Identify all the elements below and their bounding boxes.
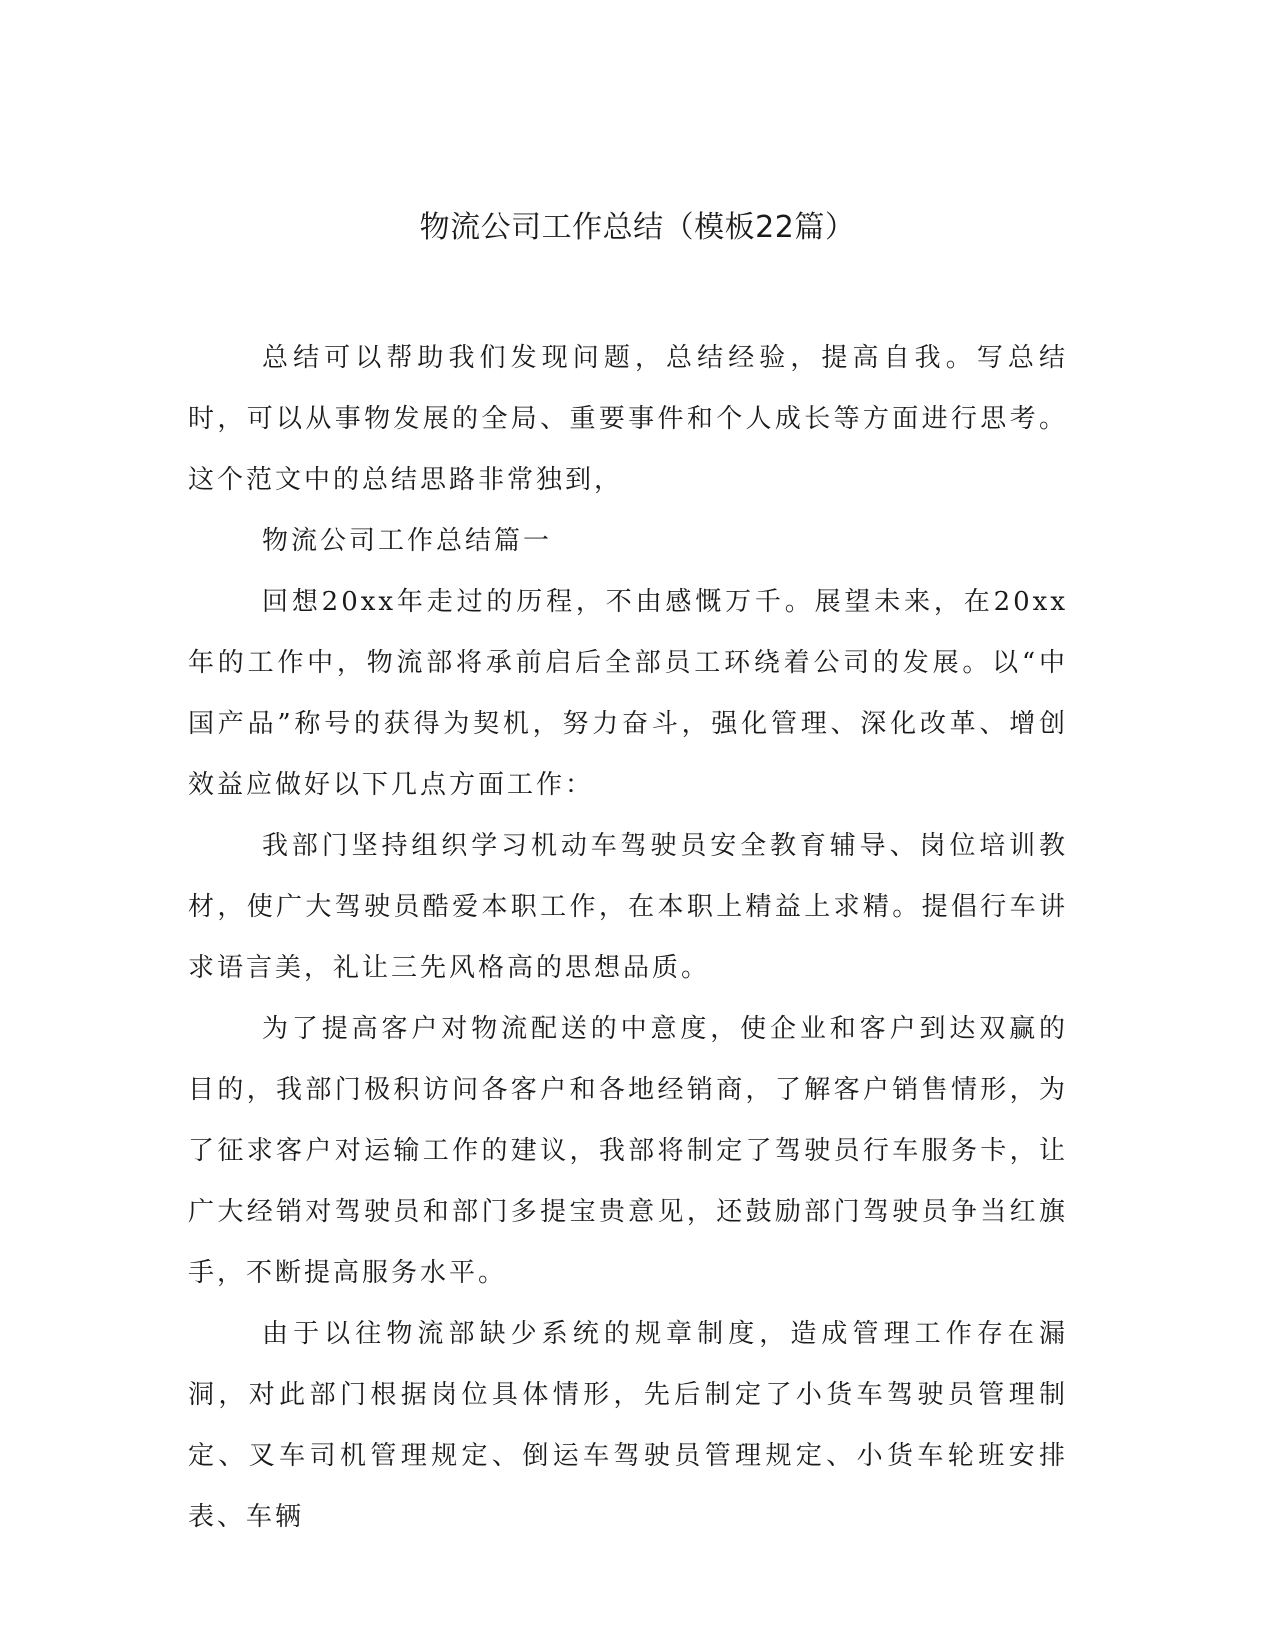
body-paragraph: 为了提高客户对物流配送的中意度，使企业和客户到达双赢的目的，我部门极积访问各客户和各地经销商，了解客户销售情形，为了征求客户对运输工作的建议，我部将制定了驾驶员行车服务卡，让广大经销对驾驶员和部门多提宝贵意见，还鼓励部门驾驶员争当红旗手，不断提高服务水平。 <box>188 1014 1068 1288</box>
document-body <box>188 328 1068 1548</box>
body-paragraph: 我部门坚持组织学习机动车驾驶员安全教育辅导、岗位培训教材，使广大驾驶员酷爱本职工作，在本职上精益上求精。提倡行车讲求语言美，礼让三先风格高的思想品质。 <box>188 831 1068 983</box>
intro-paragraph: 总结可以帮助我们发现问题，总结经验，提高自我。写总结时，可以从事物发展的全局、重要事件和个人成长等方面进行思考。这个范文中的总结思路非常独到， <box>188 343 1068 495</box>
body-paragraph: 回想20xx年走过的历程，不由感慨万千。展望未来，在20xx年的工作中，物流部将承前启后全部员工环绕着公司的发展。以“中国产品”称号的获得为契机，努力奋斗，强化管理、深化改革、增创效益应做好以下几点方面工作： <box>188 587 1068 800</box>
body-paragraph: 由于以往物流部缺少系统的规章制度，造成管理工作存在漏洞，对此部门根据岗位具体情形，先后制定了小货车驾驶员管理制定、叉车司机管理规定、倒运车驾驶员管理规定、小货车轮班安排表、车辆 <box>188 1319 1068 1532</box>
document-title: 物流公司工作总结（模板22篇） <box>419 210 856 245</box>
section-heading: 物流公司工作总结篇一 <box>262 526 553 556</box>
